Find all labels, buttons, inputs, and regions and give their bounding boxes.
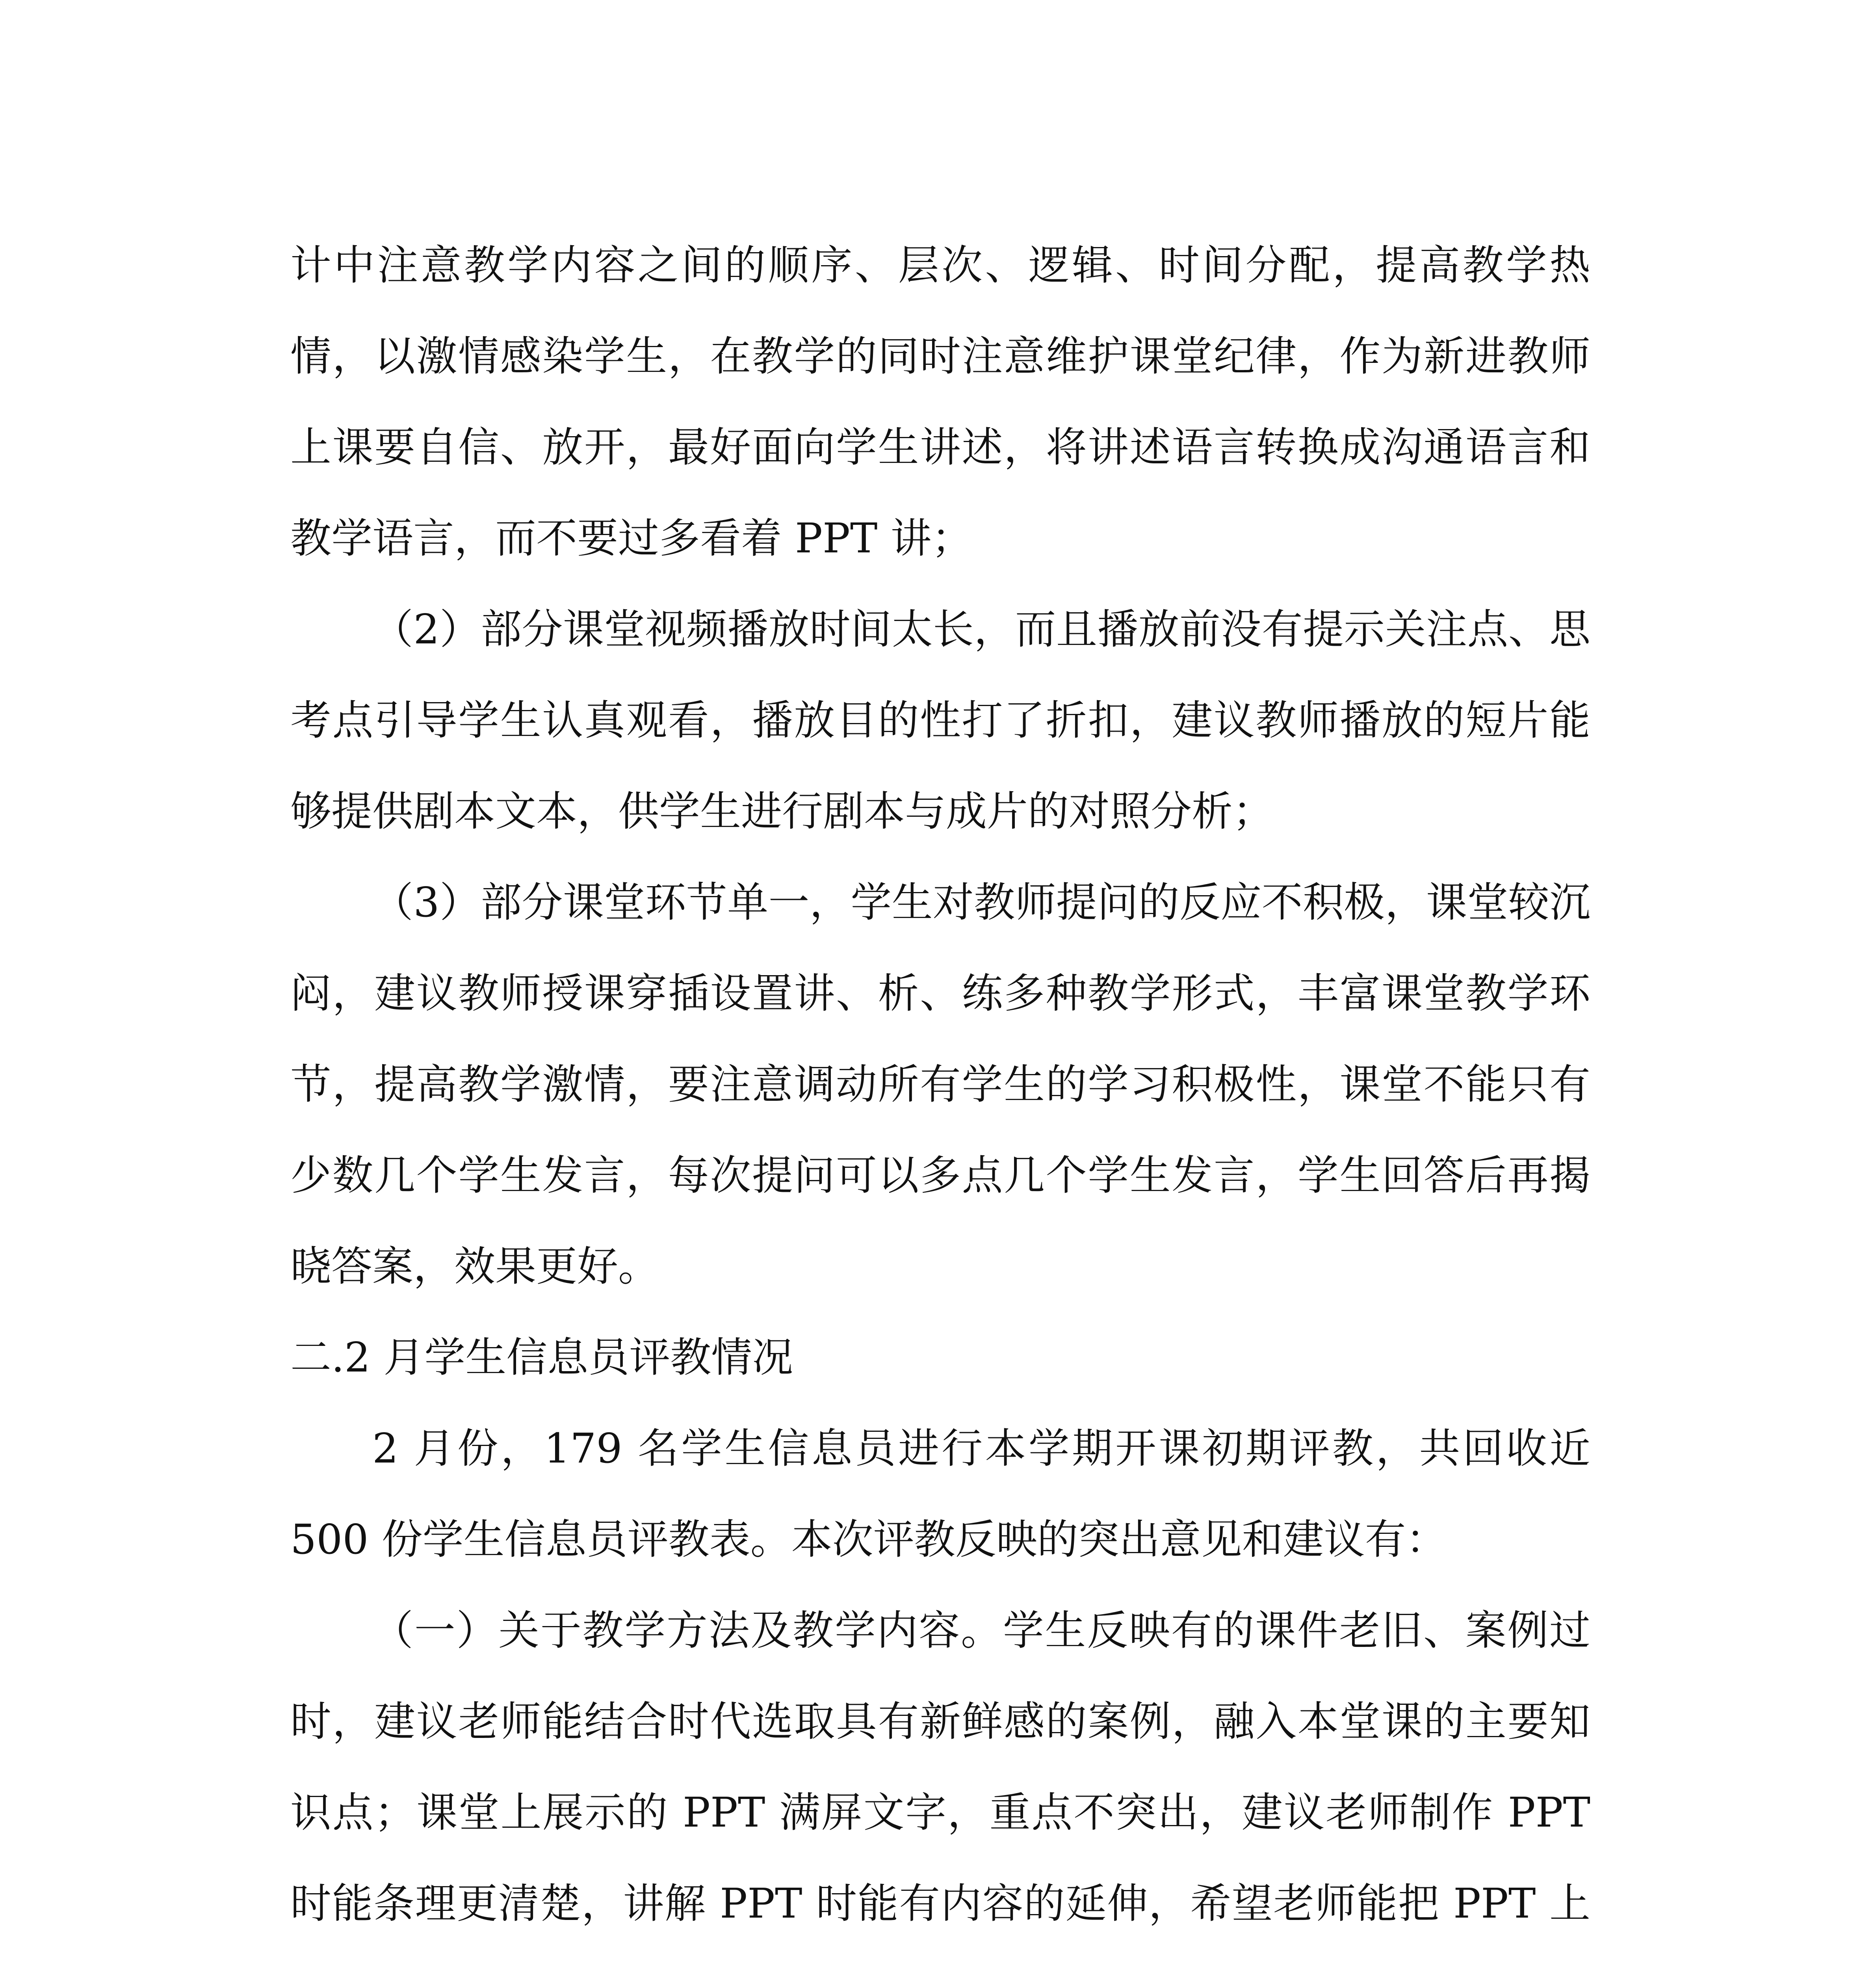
section-heading: 二.2 月学生信息员评教情况	[290, 1333, 793, 1381]
paragraph-classroom-format: （3）部分课堂环节单一，学生对教师提问的反应不积极，课堂较沉闷，建议教师授课穿插设置讲、析、练多种教学形式，丰富课堂教学环节，提高教学激情，要注意调动所有学生的学习积极性，课堂不能只有少数几个学生发言，每次提问可以多点几个学生发言，学生回答后再揭晓答案，效果更好。	[290, 878, 1590, 1290]
paragraph-evaluation-summary: 2 月份，179 名学生信息员进行本学期开课初期评教，共回收近 500 份学生信息员评教表。本次评教反映的突出意见和建议有：	[290, 1424, 1590, 1563]
paragraph-teaching-methods: （一）关于教学方法及教学内容。学生反映有的课件老旧、案例过时，建议老师能结合时代选取具有新鲜感的案例，融入本堂课的主要知识点；课堂上展示的 PPT 满屏文字，重点不突出，建议老师制作 PPT 时能条理更清楚，讲解 PPT 时能有内容的延伸，希望老师能把 PPT 上	[290, 1606, 1590, 1927]
document-body	[290, 220, 1590, 1970]
paragraph-video-playback: （2）部分课堂视频播放时间太长，而且播放前没有提示关注点、思考点引导学生认真观看，播放目的性打了折扣，建议教师播放的短片能够提供剧本文本，供学生进行剧本与成片的对照分析；	[290, 605, 1590, 835]
paragraph-continuation: 计中注意教学内容之间的顺序、层次、逻辑、时间分配，提高教学热情，以激情感染学生，在教学的同时注意维护课堂纪律，作为新进教师上课要自信、放开，最好面向学生讲述，将讲述语言转换成沟通语言和教学语言，而不要过多看着 PPT 讲；	[290, 241, 1590, 562]
